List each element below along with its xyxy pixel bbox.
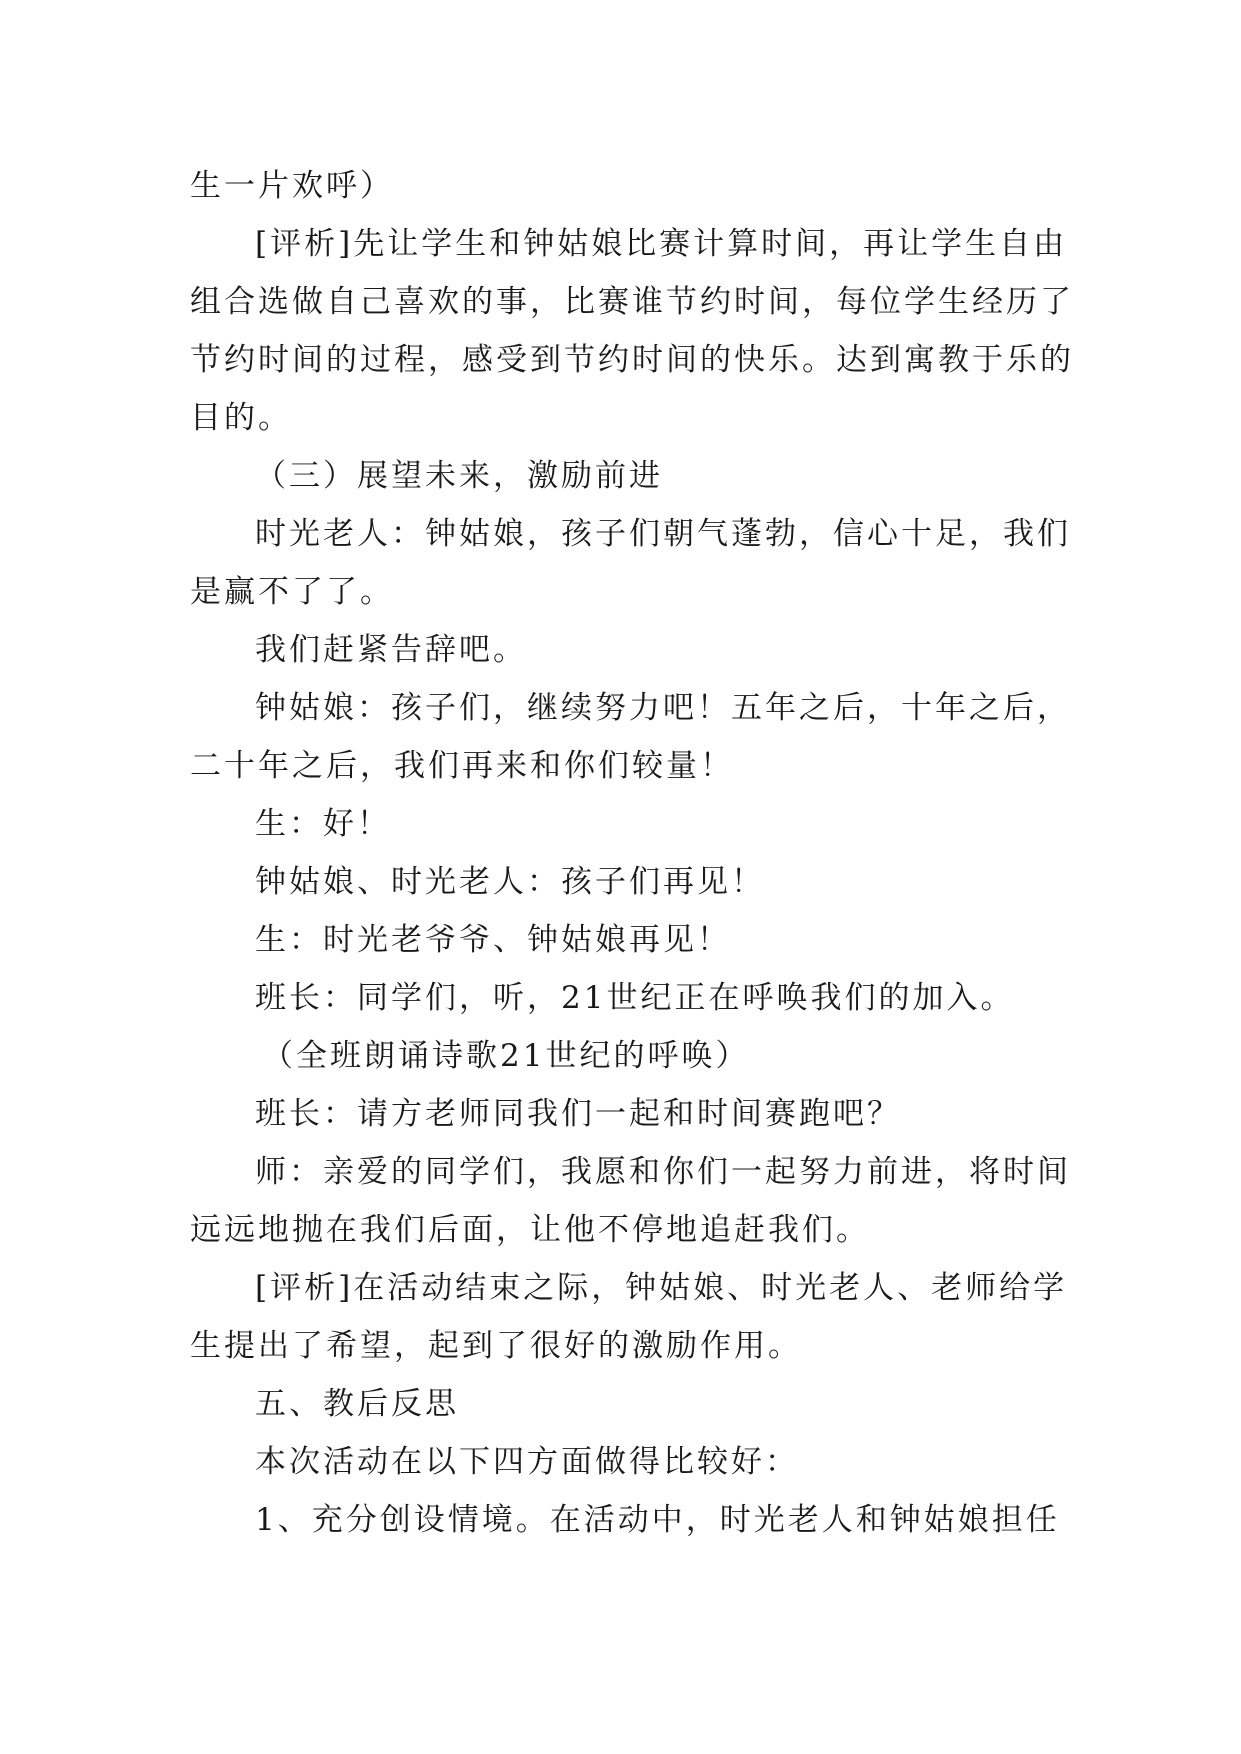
section-heading: 五、教后反思 bbox=[255, 1386, 459, 1422]
text-line: 我们赶紧告辞吧。 bbox=[255, 632, 527, 668]
text-line: 本次活动在以下四方面做得比较好： bbox=[255, 1444, 799, 1480]
text-line: 师：亲爱的同学们，我愿和你们一起努力前进，将时间 bbox=[255, 1154, 1071, 1190]
text-line: 钟姑娘、时光老人：孩子们再见！ bbox=[255, 864, 765, 900]
text-line: [评析]在活动结束之际，钟姑娘、时光老人、老师给学 bbox=[255, 1270, 1068, 1306]
section-heading: （三）展望未来，激励前进 bbox=[255, 458, 663, 494]
text-line: 生一片欢呼） bbox=[190, 168, 394, 204]
text-line: 生：好！ bbox=[255, 806, 391, 842]
text-line: 班长：同学们，听，21世纪正在呼唤我们的加入。 bbox=[255, 980, 1015, 1016]
text-line: 是赢不了了。 bbox=[190, 574, 394, 610]
text-line: 组合选做自己喜欢的事，比赛谁节约时间，每位学生经历了 bbox=[190, 284, 1074, 320]
text-line: 班长：请方老师同我们一起和时间赛跑吧？ bbox=[255, 1096, 901, 1132]
text-line: 生：时光老爷爷、钟姑娘再见！ bbox=[255, 922, 731, 958]
text-line: 生提出了希望，起到了很好的激励作用。 bbox=[190, 1328, 802, 1364]
text-line: 远远地抛在我们后面，让他不停地追赶我们。 bbox=[190, 1212, 870, 1248]
text-line: 钟姑娘：孩子们，继续努力吧！五年之后，十年之后， bbox=[255, 690, 1071, 726]
text-line: 二十年之后，我们再来和你们较量！ bbox=[190, 748, 734, 784]
text-line: （全班朗诵诗歌21世纪的呼唤） bbox=[262, 1038, 750, 1074]
text-line: [评析]先让学生和钟姑娘比赛计算时间，再让学生自由 bbox=[255, 226, 1068, 262]
text-line: 时光老人：钟姑娘，孩子们朝气蓬勃，信心十足，我们 bbox=[255, 516, 1071, 552]
text-line: 目的。 bbox=[190, 400, 292, 436]
text-line: 1、充分创设情境。在活动中，时光老人和钟姑娘担任 bbox=[255, 1502, 1060, 1538]
text-line: 节约时间的过程，感受到节约时间的快乐。达到寓教于乐的 bbox=[190, 342, 1074, 378]
